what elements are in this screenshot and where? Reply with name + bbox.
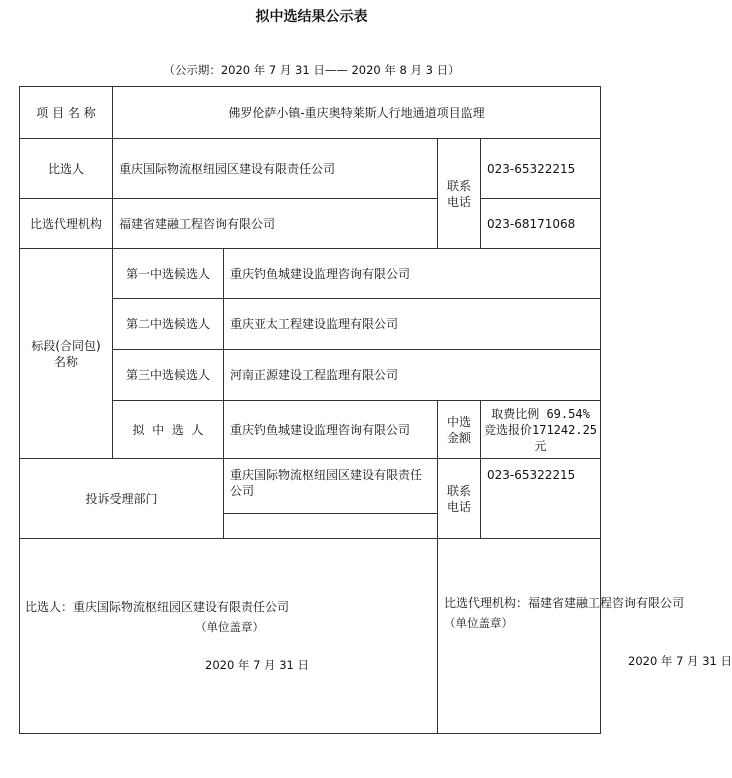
project-row <box>20 87 601 139</box>
signature-selector <box>20 539 438 734</box>
project-label: 项 目 名 称 <box>20 87 113 139</box>
complaint-row-top <box>20 459 601 514</box>
signature-selector-seal: （单位盖章） <box>195 620 264 634</box>
fee-ratio: 取费比例 69.54% <box>491 406 590 421</box>
selector-row <box>20 139 601 199</box>
complaint-dept: 重庆国际物流枢纽园区建设有限责任公司 <box>224 459 438 514</box>
signature-agency-date: 2020 年 7 月 31 日 <box>628 654 732 668</box>
selector-name: 重庆国际物流枢纽园区建设有限责任公司 <box>113 139 438 199</box>
complaint-phone: 023-65322215 <box>481 459 601 539</box>
complaint-dept-empty <box>224 514 438 539</box>
candidate-2-name: 重庆亚太工程建设监理有限公司 <box>224 299 601 350</box>
complaint-phone-label: 联系 电话 <box>438 459 481 539</box>
candidate-2-label: 第二中选候选人 <box>113 299 224 350</box>
candidate-3-name: 河南正源建设工程监理有限公司 <box>224 350 601 401</box>
selector-label: 比选人 <box>20 139 113 199</box>
document-title: 拟中选结果公示表 <box>255 9 368 25</box>
result-table <box>19 86 732 734</box>
signature-agency <box>438 539 732 734</box>
signature-row <box>20 539 601 734</box>
agency-name: 福建省建融工程咨询有限公司 <box>113 199 438 249</box>
candidate-3-label: 第三中选候选人 <box>113 350 224 401</box>
contact-phone-label: 联系 电话 <box>438 139 481 249</box>
project-name: 佛罗伦萨小镇-重庆奥特莱斯人行地通道项目监理 <box>113 87 601 139</box>
winning-amount <box>481 401 601 459</box>
agency-label: 比选代理机构 <box>20 199 113 249</box>
signature-agency-text: 比选代理机构：福建省建融工程咨询有限公司 <box>444 596 685 610</box>
signature-selector-text: 比选人：重庆国际物流枢纽园区建设有限责任公司 <box>25 600 290 614</box>
amount-label: 中选 金额 <box>438 401 481 459</box>
candidate-1-name: 重庆钓鱼城建设监理咨询有限公司 <box>224 249 601 299</box>
signature-selector-date: 2020 年 7 月 31 日 <box>205 658 309 672</box>
publicity-period: （公示期：2020 年 7 月 31 日—— 2020 年 8 月 3 日） <box>163 63 460 77</box>
bid-price: 竞选报价171242.25元 <box>484 422 598 453</box>
winner-name: 重庆钓鱼城建设监理咨询有限公司 <box>224 401 438 459</box>
selector-phone: 023-65322215 <box>481 139 601 199</box>
section-label: 标段(合同包) 名称 <box>20 249 113 459</box>
complaint-dept-label: 投诉受理部门 <box>20 459 224 539</box>
candidate-1-label: 第一中选候选人 <box>113 249 224 299</box>
agency-row <box>20 199 601 249</box>
signature-agency-seal: （单位盖章） <box>444 616 513 630</box>
agency-phone: 023-68171068 <box>481 199 601 249</box>
winner-label: 拟 中 选 人 <box>113 401 224 459</box>
candidate-row-1 <box>20 249 601 299</box>
